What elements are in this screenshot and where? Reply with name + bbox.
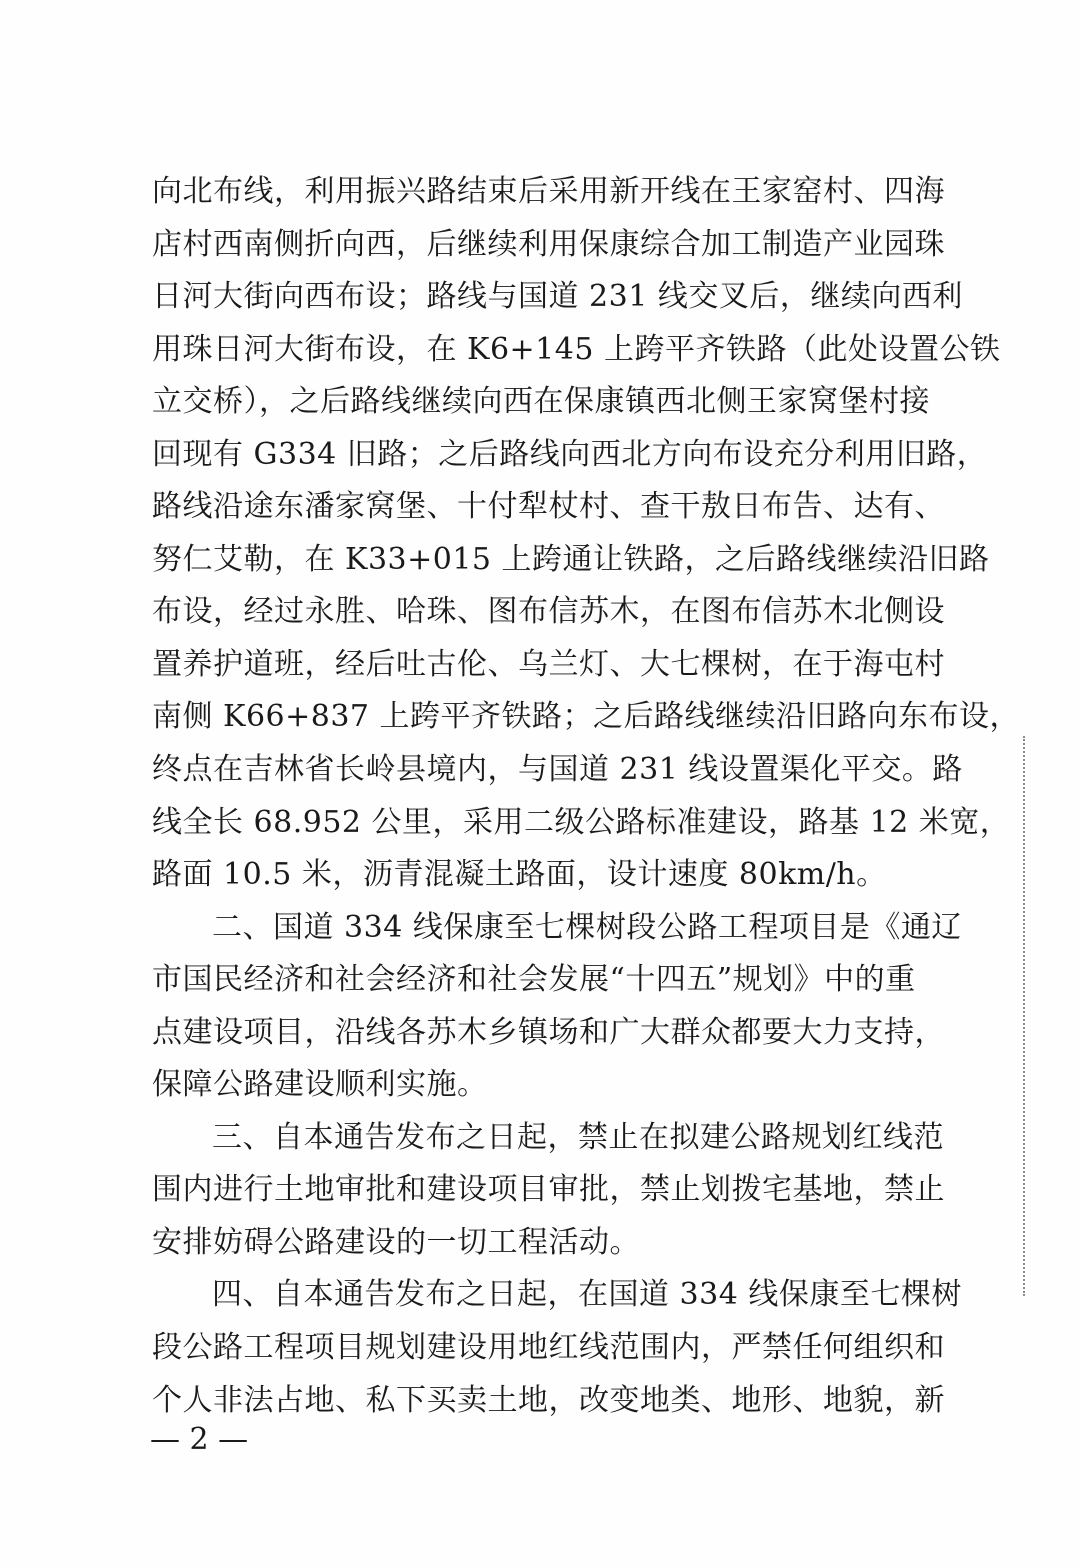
paragraph bbox=[152, 1269, 962, 1427]
text-line: 向北布线，利用振兴路结束后采用新开线在王家窑村、四海 bbox=[152, 174, 945, 209]
text-line: 保障公路建设顺利实施。 bbox=[152, 1067, 488, 1103]
text-line: 立交桥），之后路线继续向西在保康镇西北侧王家窝堡村接 bbox=[152, 384, 930, 420]
text-line: 线全长 68.952 公里，采用二级公路标准建设，路基 12 米宽， bbox=[152, 804, 1011, 840]
text-line: 二、国道 334 线保康至七棵树段公路工程项目是《通辽 bbox=[212, 909, 962, 945]
text-line: 段公路工程项目规划建设用地红线范围内，严禁任何组织和 bbox=[152, 1330, 945, 1366]
text-line: 南侧 K66+837 上跨平齐铁路；之后路线继续沿旧路向东布设， bbox=[152, 699, 1021, 735]
text-line: 终点在吉林省长岭县境内，与国道 231 线设置渠化平交。路 bbox=[152, 752, 963, 788]
text-line: 用珠日河大街布设，在 K6+145 上跨平齐铁路（此处设置公铁 bbox=[152, 331, 1001, 367]
text-line: 店村西南侧折向西，后继续利用保康综合加工制造产业园珠 bbox=[152, 226, 945, 262]
text-line: 置养护道班，经后吐古伦、乌兰灯、大七棵树，在于海屯村 bbox=[152, 646, 945, 682]
paragraph bbox=[152, 166, 1021, 902]
text-line: 四、自本通告发布之日起，在国道 334 线保康至七棵树 bbox=[212, 1277, 962, 1313]
body-text bbox=[152, 166, 1021, 1427]
text-line: 三、自本通告发布之日起，禁止在拟建公路规划红线范 bbox=[212, 1119, 944, 1155]
text-line: 个人非法占地、私下买卖土地，改变地类、地形、地貌，新 bbox=[152, 1382, 945, 1418]
text-line: 努仁艾勒，在 K33+015 上跨通让铁路，之后路线继续沿旧路 bbox=[152, 541, 990, 577]
text-line: 点建设项目，沿线各苏木乡镇场和广大群众都要大力支持， bbox=[152, 1014, 945, 1050]
text-line: 围内进行土地审批和建设项目审批，禁止划拨宅基地，禁止 bbox=[152, 1172, 945, 1208]
text-line: 市国民经济和社会经济和社会发展“十四五”规划》中的重 bbox=[152, 962, 916, 998]
text-line: 日河大街向西布设；路线与国道 231 线交叉后，继续向西利 bbox=[152, 279, 963, 315]
paragraph bbox=[152, 1112, 945, 1270]
text-line: 回现有 G334 旧路；之后路线向西北方向布设充分利用旧路， bbox=[152, 436, 988, 472]
page-number: — 2 — bbox=[150, 1422, 249, 1457]
text-line: 路线沿途东潘家窝堡、十付犁杖村、查干敖日布告、达有、 bbox=[152, 489, 945, 525]
text-line: 安排妨碍公路建设的一切工程活动。 bbox=[152, 1224, 640, 1260]
binding-edge-mark bbox=[1023, 736, 1025, 1296]
text-line: 路面 10.5 米，沥青混凝土路面，设计速度 80km/h。 bbox=[152, 857, 887, 893]
paragraph bbox=[152, 902, 962, 1112]
text-line: 布设，经过永胜、哈珠、图布信苏木，在图布信苏木北侧设 bbox=[152, 594, 945, 630]
